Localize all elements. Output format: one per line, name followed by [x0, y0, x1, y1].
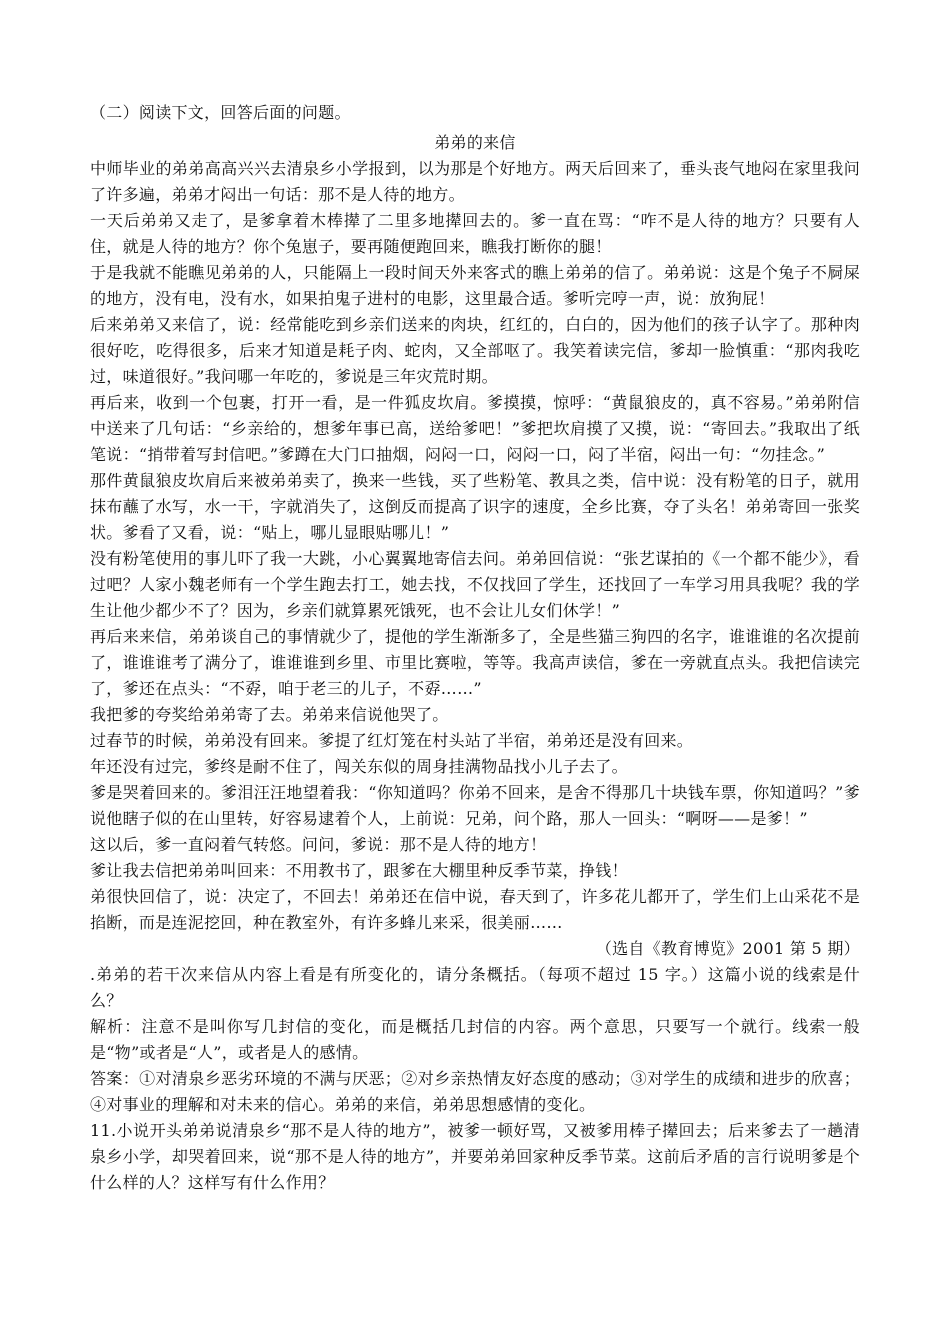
question-10: .弟弟的若干次来信从内容上看是有所变化的，请分条概括。（每项不超过 15 字。）这篇小说的线索是什么？: [90, 965, 860, 1010]
story-paragraph-10: 过春节的时候，弟弟没有回来。爹提了红灯笼在村头站了半宿，弟弟还是没有回来。: [90, 731, 694, 750]
source-citation: （选自《教育博览》2001 第 5 期）: [595, 939, 860, 958]
question-11: 11.小说开头弟弟说清泉乡“那不是人待的地方”，被爹一顿好骂，又被爹用棒子撵回去；后来爹去了一趟清泉乡小学，却哭着回来，说“那不是人待的地方”，并要弟弟回家种反季节菜。这前后矛盾的言行说明爹是个什么样的人？这样写有什么作用？: [90, 1121, 860, 1192]
story-paragraph-15: 弟很快回信了，说：决定了，不回去！弟弟还在信中说，春天到了，许多花儿都开了，学生们上山采花不是掐断，而是连泥挖回，种在教室外，有许多蜂儿来采，很美丽……: [90, 887, 860, 932]
story-paragraph-5: 再后来，收到一个包裹，打开一看，是一件狐皮坎肩。爹摸摸，惊呼：“黄鼠狼皮的，真不容易。”弟弟附信中送来了几句话：“乡亲给的，想爹年事已高，送给爹吧！”爹把坎肩摸了又摸，说：“寄回去。”我取出了纸笔说：“捎带着写封信吧。”爹蹲在大门口抽烟，闷闷一口，闷闷一口，闷了半宿，闷出一句：“勿挂念。”: [90, 393, 860, 464]
story-paragraph-1: 中师毕业的弟弟高高兴兴去清泉乡小学报到，以为那是个好地方。两天后回来了，垂头丧气地闷在家里我问了许多遍，弟弟才闷出一句话：那不是人待的地方。: [90, 159, 860, 204]
document-page: [90, 100, 860, 1196]
story-title: 弟弟的来信: [434, 133, 516, 152]
story-paragraph-13: 这以后，爹一直闷着气转悠。问问，爹说：那不是人待的地方！: [90, 835, 547, 854]
story-paragraph-14: 爹让我去信把弟弟叫回来：不用教书了，跟爹在大棚里种反季节菜，挣钱！: [90, 861, 628, 880]
story-paragraph-11: 年还没有过完，爹终是耐不住了，闯关东似的周身挂满物品找小儿子去了。: [90, 757, 628, 776]
story-paragraph-8: 再后来来信，弟弟谈自己的事情就少了，提他的学生渐渐多了，全是些猫三狗四的名字，谁谁谁的名次提前了，谁谁谁考了满分了，谁谁谁到乡里、市里比赛啦，等等。我高声读信，爹在一旁就直点头。我把信读完了，爹还在点头：“不孬，咱于老三的儿子，不孬……”: [90, 627, 860, 698]
story-paragraph-3: 于是我就不能瞧见弟弟的人，只能隔上一段时间天外来客式的瞧上弟弟的信了。弟弟说：这是个兔子不屙屎的地方，没有电，没有水，如果拍鬼子进村的电影，这里最合适。爹听完哼一声，说：放狗屁！: [90, 263, 860, 308]
answer-text: 答案：①对清泉乡恶劣环境的不满与厌恶；②对乡亲热情友好态度的感动；③对学生的成绩和进步的欣喜；④对事业的理解和对未来的信心。弟弟的来信，弟弟思想感情的变化。: [90, 1069, 860, 1114]
analysis-text: 解析：注意不是叫你写几封信的变化，而是概括几封信的内容。两个意思，只要写一个就行。线索一般是“物”或者是“人”，或者是人的感情。: [90, 1017, 860, 1062]
story-paragraph-2: 一天后弟弟又走了，是爹拿着木棒撵了二里多地撵回去的。爹一直在骂：“咋不是人待的地方？只要有人住，就是人待的地方？你个兔崽子，要再随便跑回来，瞧我打断你的腿！: [90, 211, 860, 256]
story-paragraph-12: 爹是哭着回来的。爹泪汪汪地望着我：“你知道吗？你弟不回来，是舍不得那几十块钱车票，你知道吗？”爹说他瞎子似的在山里转，好容易逮着个人，上前说：兄弟，问个路，那人一回头：“啊呀——是爹！”: [90, 783, 860, 828]
section-heading: （二）阅读下文，回答后面的问题。: [90, 103, 351, 122]
story-paragraph-4: 后来弟弟又来信了，说：经常能吃到乡亲们送来的肉块，红红的，白白的，因为他们的孩子认字了。那种肉很好吃，吃得很多，后来才知道是耗子肉、蛇肉，又全部呕了。我笑着读完信，爹却一脸慎重：“那肉我吃过，味道很好。”我问哪一年吃的，爹说是三年灾荒时期。: [90, 315, 860, 386]
story-paragraph-9: 我把爹的夸奖给弟弟寄了去。弟弟来信说他哭了。: [90, 705, 449, 724]
story-paragraph-7: 没有粉笔使用的事儿吓了我一大跳，小心翼翼地寄信去问。弟弟回信说：“张艺谋拍的《一个都不能少》，看过吧？人家小魏老师有一个学生跑去打工，她去找，不仅找回了学生，还找回了一车学习用具我呢？我的学生让他少都少不了？因为，乡亲们就算累死饿死，也不会让儿女们休学！”: [90, 549, 860, 620]
story-paragraph-6: 那件黄鼠狼皮坎肩后来被弟弟卖了，换来一些钱，买了些粉笔、教具之类，信中说：没有粉笔的日子，就用抹布蘸了水写，水一干，字就消失了，这倒反而提高了识字的速度，全乡比赛，夺了头名！弟弟寄回一张奖状。爹看了又看，说：“贴上，哪儿显眼贴哪儿！”: [90, 471, 860, 542]
